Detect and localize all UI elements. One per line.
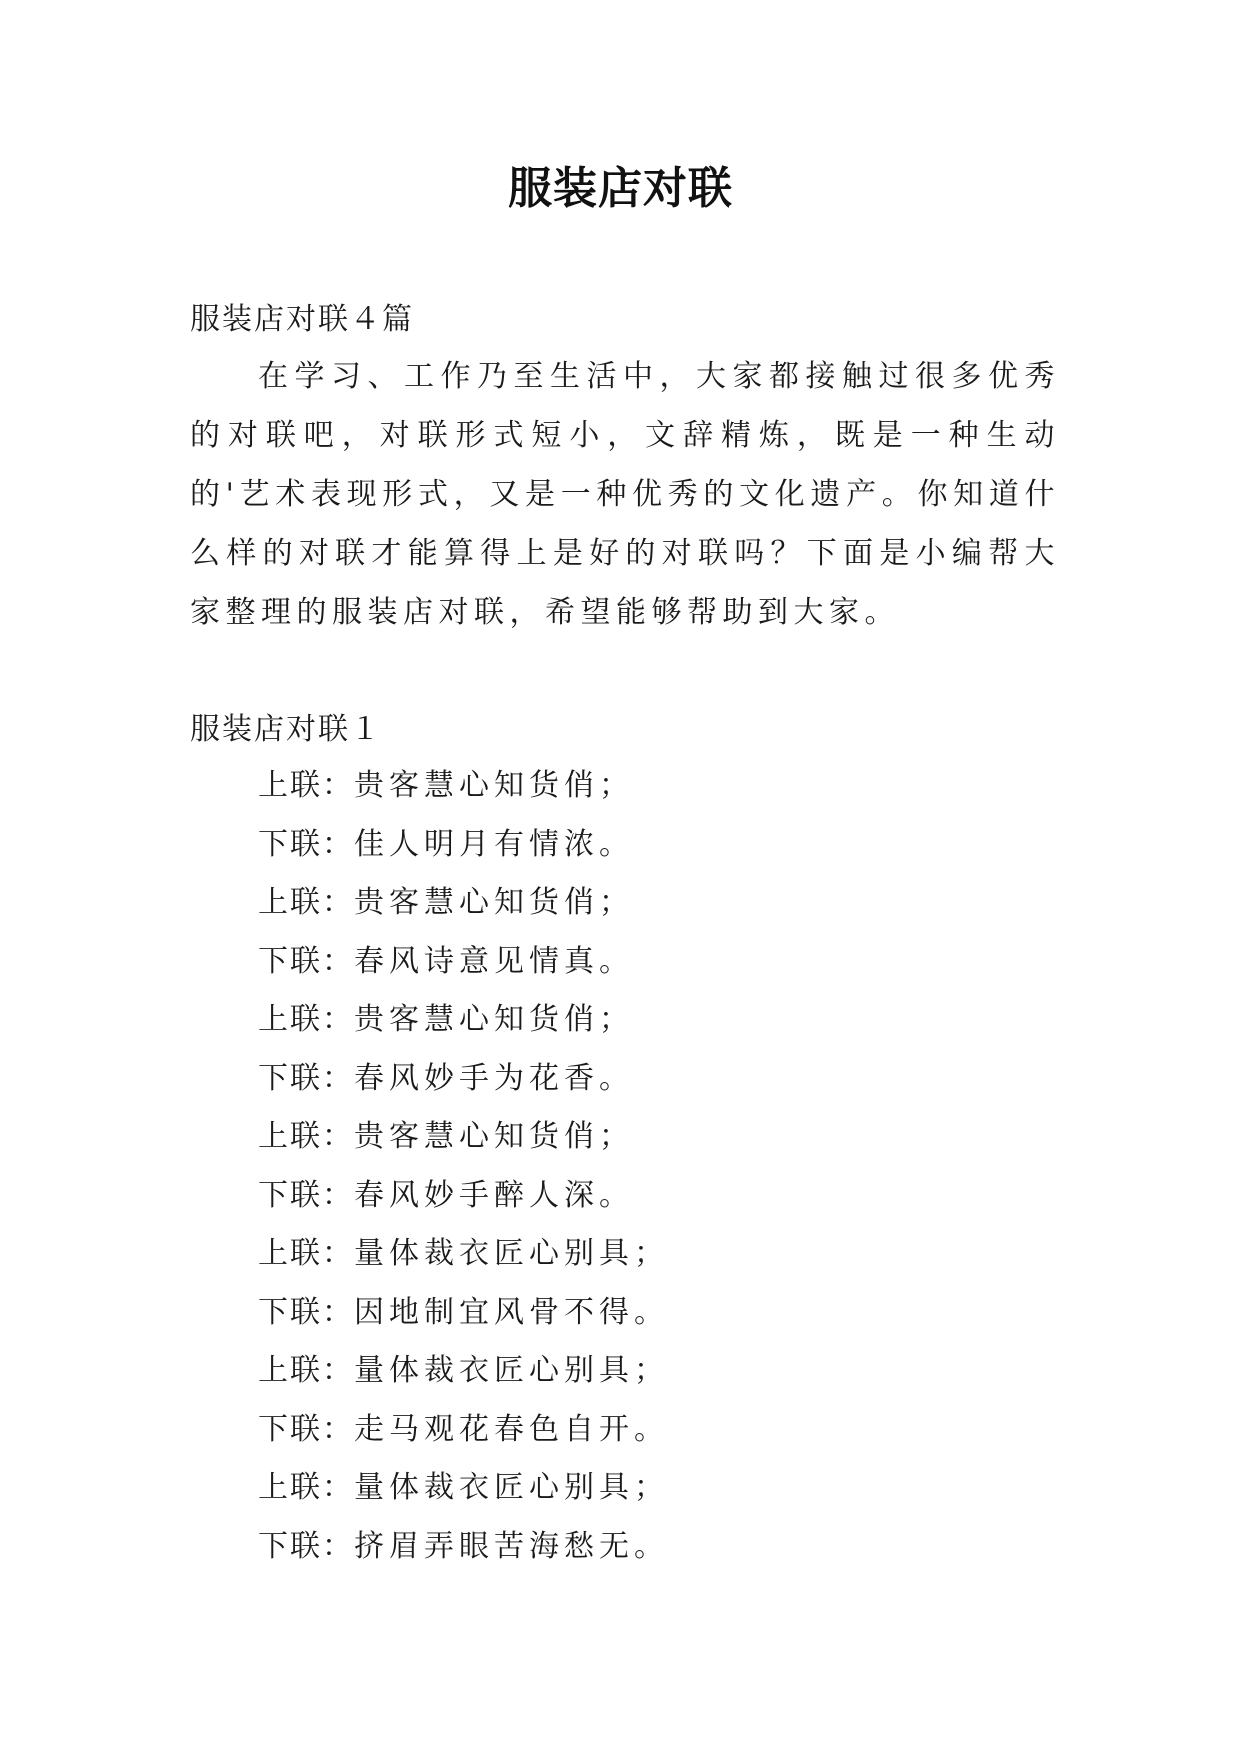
couplet-text: 春风诗意见情真。 <box>354 943 634 979</box>
couplet-label: 上联： <box>258 1236 354 1271</box>
couplet-line <box>258 874 1058 933</box>
document-title: 服装店对联 <box>508 163 733 214</box>
couplet-text: 量体裁衣匠心别具； <box>354 1236 669 1271</box>
couplet-text: 春风妙手为花香。 <box>354 1060 634 1096</box>
couplet-line <box>258 991 1058 1050</box>
couplet-text: 走马观花春色自开。 <box>354 1411 669 1447</box>
couplet-line <box>258 933 1058 992</box>
couplet-label: 上联： <box>258 1119 354 1154</box>
couplet-label: 下联： <box>258 1411 354 1447</box>
couplet-line <box>258 1167 1058 1226</box>
couplet-line <box>258 816 1058 875</box>
couplet-label: 上联： <box>258 885 354 920</box>
couplet-text: 贵客慧心知货俏； <box>354 768 634 803</box>
couplet-line <box>258 757 1058 816</box>
couplet-text: 贵客慧心知货俏； <box>354 1119 634 1154</box>
couplet-label: 下联： <box>258 1294 354 1330</box>
couplet-label: 下联： <box>258 1060 354 1096</box>
couplet-line <box>258 1284 1058 1343</box>
couplet-text: 贵客慧心知货俏； <box>354 885 634 920</box>
document-subtitle: 服装店对联４篇 <box>190 302 414 337</box>
couplet-line <box>258 1342 1058 1401</box>
couplet-list <box>258 757 1058 1576</box>
couplet-label: 下联： <box>258 826 354 862</box>
couplet-label: 下联： <box>258 1177 354 1213</box>
couplet-line <box>258 1459 1058 1518</box>
couplet-text: 春风妙手醉人深。 <box>354 1177 634 1213</box>
couplet-line <box>258 1225 1058 1284</box>
section-heading: 服装店对联１ <box>190 712 382 747</box>
intro-paragraph: 在学习、工作乃至生活中，大家都接触过很多优秀的对联吧，对联形式短小，文辞精炼，既是一种生动的'艺术表现形式，又是一种优秀的文化遗产。你知道什么样的对联才能算得上是好的对联吗？下面是小编帮大家整理的服装店对联，希望能够帮助到大家。 <box>190 359 1060 630</box>
couplet-label: 下联： <box>258 943 354 979</box>
couplet-text: 贵客慧心知货俏； <box>354 1002 634 1037</box>
couplet-text: 佳人明月有情浓。 <box>354 826 634 862</box>
couplet-text: 挤眉弄眼苦海愁无。 <box>354 1528 669 1564</box>
couplet-label: 上联： <box>258 1002 354 1037</box>
couplet-label: 上联： <box>258 1353 354 1388</box>
couplet-line <box>258 1518 1058 1577</box>
couplet-line <box>258 1401 1058 1460</box>
couplet-line <box>258 1108 1058 1167</box>
couplet-text: 因地制宜风骨不得。 <box>354 1294 669 1330</box>
couplet-text: 量体裁衣匠心别具； <box>354 1470 669 1505</box>
couplet-label: 上联： <box>258 1470 354 1505</box>
couplet-label: 下联： <box>258 1528 354 1564</box>
couplet-text: 量体裁衣匠心别具； <box>354 1353 669 1388</box>
couplet-label: 上联： <box>258 768 354 803</box>
couplet-line <box>258 1050 1058 1109</box>
